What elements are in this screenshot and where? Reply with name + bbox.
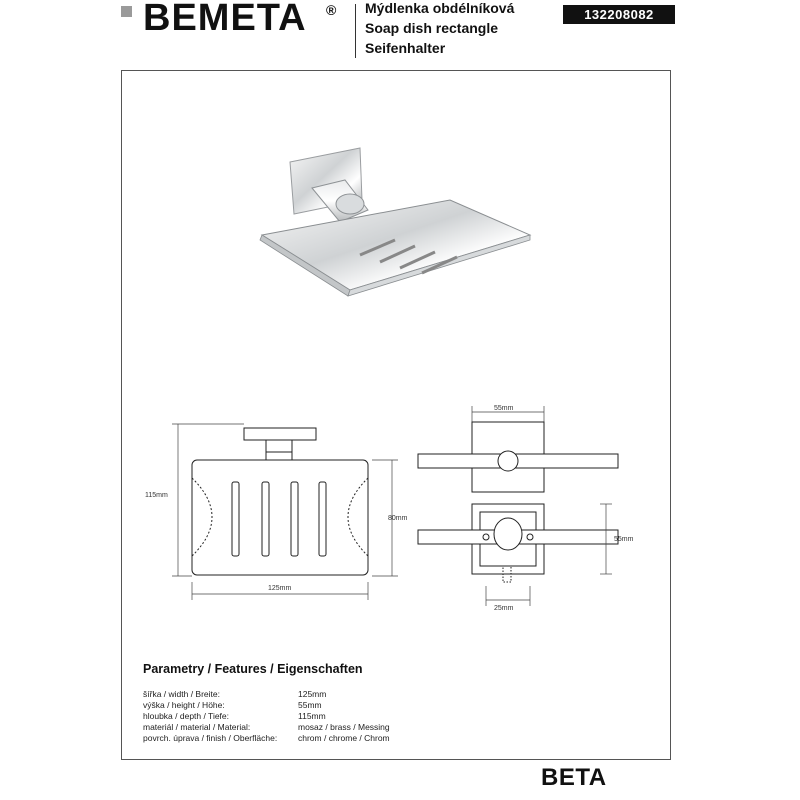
dish-slot	[262, 482, 269, 556]
front-mount-arm	[266, 440, 292, 452]
brand-logo: BEMETA	[143, 0, 307, 39]
param-value: mosaz / brass / Messing	[298, 722, 390, 732]
dim-top-width-label: 55mm	[494, 405, 514, 412]
dim-side-height-label: 55mm	[614, 536, 634, 543]
dim-width-label: 125mm	[268, 585, 292, 592]
front-dish-outline	[192, 460, 368, 575]
header-divider	[355, 4, 356, 58]
dish-slot	[291, 482, 298, 556]
param-label: výška / height / Höhe:	[143, 700, 225, 710]
param-label: povrch. úprava / finish / Oberfläche:	[143, 733, 278, 743]
dish-slot	[232, 482, 239, 556]
product-name-cz: Mýdlenka obdélníková	[365, 0, 515, 16]
param-label: hloubka / depth / Tiefe:	[143, 711, 230, 721]
registered-mark: ®	[326, 2, 337, 18]
parameters-title: Parametry / Features / Eigenschaften	[143, 662, 363, 676]
product-name-en: Soap dish rectangle	[365, 20, 499, 36]
param-value: chrom / chrome / Chrom	[298, 733, 390, 743]
front-view-drawing	[140, 410, 410, 615]
param-value: 55mm	[298, 700, 322, 710]
side-view-drawing	[410, 400, 634, 615]
product-code: 132208082	[563, 5, 675, 24]
series-name: BETA	[541, 764, 607, 791]
dim-height-label: 115mm	[145, 492, 168, 499]
param-value: 125mm	[298, 689, 327, 699]
param-label: materiál / material / Material:	[143, 722, 251, 732]
param-label: šířka / width / Breite:	[143, 689, 220, 699]
product-name-de: Seifenhalter	[365, 40, 446, 56]
dish-slot	[319, 482, 326, 556]
front-mount-plate	[244, 428, 316, 440]
product-photo	[250, 140, 540, 310]
dim-dish-height-label: 80mm	[388, 515, 408, 522]
logo-mark	[121, 6, 132, 17]
param-value: 115mm	[298, 711, 326, 721]
dim-screw-label: 25mm	[494, 605, 514, 612]
